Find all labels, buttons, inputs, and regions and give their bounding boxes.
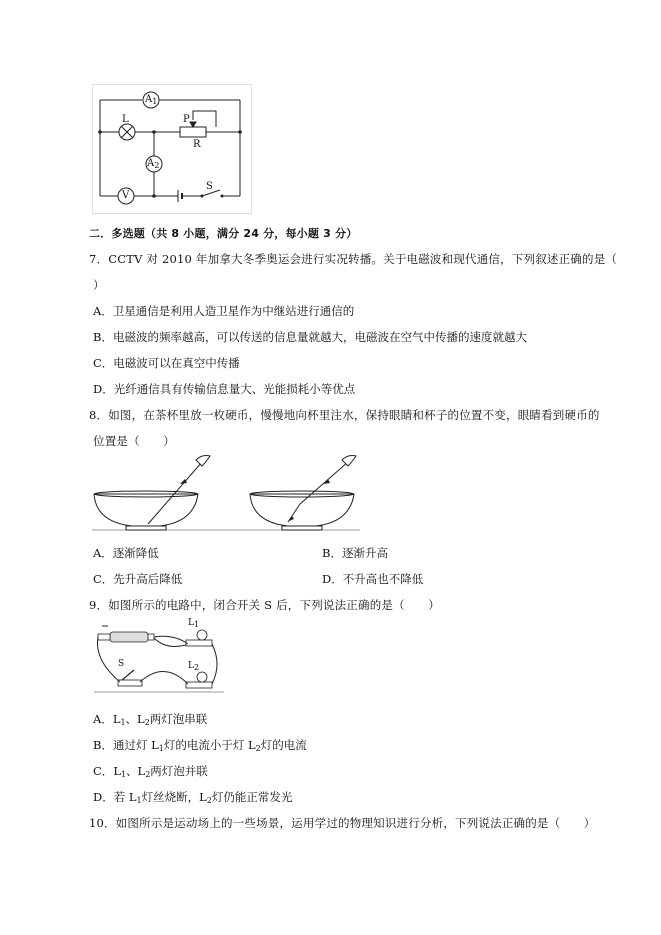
switch-s-label: S: [206, 181, 213, 192]
q9-option-c: C．$L_1$、$L_2$两灯泡并联: [93, 764, 208, 779]
slider-p-label: P: [183, 114, 190, 125]
question-9-stem: 9．如图所示的电路中，闭合开关 S 后，下列说法正确的是（ ）: [89, 598, 440, 612]
q7-option-d: D．光纤通信具有传输信息量大、光能损耗小等优点: [93, 382, 356, 396]
q9-fig-l2-label: $L_2$: [188, 661, 200, 672]
bowl-coin-figure: [92, 452, 360, 536]
question-7-stem: 7．CCTV 对 2010 年加拿大冬季奥运会进行实况转播。关于电磁波和现代通信，下列叙述正确的是（: [89, 252, 618, 266]
q7-option-b: B．电磁波的频率越高，可以传送的信息量就越大，电磁波在空气中传播的速度就越大: [93, 330, 527, 344]
resistor-r-label: R: [193, 139, 201, 150]
q9-option-b: B．通过灯 $L_1$灯的电流小于灯 $L_2$灯的电流: [93, 738, 307, 753]
q9-fig-s-label: S: [118, 659, 125, 669]
q9-fig-l1-label: $L_1$: [188, 618, 200, 629]
q8-option-d: D．不升高也不降低: [322, 572, 424, 586]
q8-option-c: C．先升高后降低: [93, 572, 183, 586]
q9-option-d: D．若 $L_1$灯丝烧断，$L_2$灯仍能正常发光: [93, 790, 293, 805]
lamp-l-label: L: [122, 114, 129, 125]
q7-option-a: A．卫星通信是利用人造卫星作为中继站进行通信的: [93, 304, 355, 318]
question-10-stem: 10．如图所示是运动场上的一些场景，运用学过的物理知识进行分析，下列说法正确的是（ ）: [89, 816, 596, 830]
section-heading: 二．多选题（共 8 小题，满分 24 分，每小题 3 分）: [89, 227, 358, 240]
ammeter-a1-label: $A_1$: [145, 94, 158, 106]
question-8-stem: 8．如图，在茶杯里放一枚硬币，慢慢地向杯里注水，保持眼睛和杯子的位置不变，眼睛看到硬币的: [89, 408, 600, 422]
q9-option-a: A．$L_1$、$L_2$两灯泡串联: [93, 712, 208, 727]
question-7-stem-cont: ）: [93, 278, 105, 292]
q8-option-b: B．逐渐升高: [322, 546, 388, 560]
question-8-stem-cont: 位置是（ ）: [93, 434, 175, 448]
voltmeter-v-label: V: [122, 190, 130, 201]
q8-option-a: A．逐渐降低: [93, 546, 159, 560]
circuit-photo-figure-q9: [94, 620, 224, 696]
ammeter-a2-label: $A_2$: [147, 158, 160, 170]
circuit-diagram-q6: [92, 84, 252, 214]
q7-option-c: C．电磁波可以在真空中传播: [93, 356, 240, 370]
